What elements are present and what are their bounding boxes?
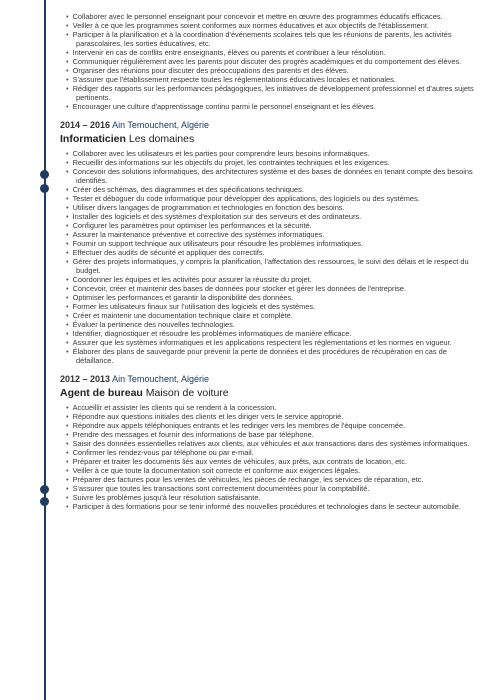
list-item: • Configurer les paramètres pour optimiser les performances et la sécurité. — [60, 221, 478, 230]
list-item: • Confirmer les rendez-vous par téléphone ou par e-mail. — [60, 448, 478, 457]
list-item: • S'assurer que toutes les transactions sont correctement documentées pour la comptabilité. — [60, 484, 478, 493]
list-item: • Utiliser divers langages de programmation et technologies en fonction des besoins. — [60, 203, 478, 212]
list-item: • Effectuer des audits de sécurité et appliquer des correctifs. — [60, 248, 478, 257]
list-item: • Optimiser les performances et garantir la disponibilité des données. — [60, 293, 478, 302]
entry-location: Ain Temouchent, Algérie — [112, 374, 209, 384]
entry-dates: 2012 – 2013 — [60, 374, 111, 384]
list-item: • Préparer des factures pour les ventes de véhicules, les pièces de rechange, les services de réparation, etc. — [60, 475, 478, 484]
list-item: • Collaborer avec le personnel enseignant pour concevoir et mettre en œuvre des programmes éducatifs efficaces. — [60, 12, 478, 21]
bullet-list — [60, 12, 478, 111]
list-item: • Créer des schémas, des diagrammes et des spécifications techniques. — [60, 185, 478, 194]
list-item: • Identifier, diagnostiquer et résoudre les problèmes informatiques de manière efficace. — [60, 329, 478, 338]
bullet-list — [60, 149, 478, 365]
timeline-line — [44, 0, 46, 700]
list-item: • S'assurer que l'établissement respecte toutes les réglementations éducatives locales et nationales. — [60, 75, 478, 84]
entry-company: Maison de voiture — [145, 387, 229, 399]
list-item: • Répondre aux questions initiales des clients et les diriger vers le service approprié. — [60, 412, 478, 421]
entry-dates-line — [60, 373, 478, 385]
list-item: • Répondre aux appels téléphoniques entrants et les rediriger vers les membres de l'équipe concernée. — [60, 421, 478, 430]
list-item: • Participer à la planification et à la coordination d'événements scolaires tels que les réunions de parents, les activités parascolaires, les sorties éducatives, etc. — [60, 30, 478, 48]
list-item: • Gérer des projets informatiques, y compris la planification, l'affectation des ressources, le suivi des délais et le respect du budget. — [60, 257, 478, 275]
list-item: • Collaborer avec les utilisateurs et les parties pour comprendre leurs besoins informatiques. — [60, 149, 478, 158]
list-item: • Préparer et traiter les documents liés aux ventes de véhicules, aux prêts, aux contrats de location, etc. — [60, 457, 478, 466]
resume-experience-content — [60, 12, 478, 511]
timeline-dot — [40, 485, 49, 494]
list-item: • Installer des logiciels et des systèmes d'exploitation sur des serveurs et des ordinateurs. — [60, 212, 478, 221]
entry-role: Informaticien — [60, 133, 126, 145]
list-item: • Intervenir en cas de conflits entre enseignants, élèves ou parents et contribuer à leur résolution. — [60, 48, 478, 57]
list-item: • Recueillir des informations sur les objectifs du projet, les contraintes techniques et les exigences. — [60, 158, 478, 167]
list-item: • Veiller à ce que toute la documentation soit correcte et conforme aux exigences légales. — [60, 466, 478, 475]
entry-title — [60, 386, 478, 400]
list-item: • Participer à des formations pour se tenir informé des nouvelles procédures et technologies dans le secteur automobile. — [60, 502, 478, 511]
list-item: • Encourager une culture d'apprentissage continu parmi le personnel enseignant et les élèves. — [60, 102, 478, 111]
list-item: • Élaborer des plans de sauvegarde pour prévenir la perte de données et des procédures de récupération en cas de défaillance. — [60, 347, 478, 365]
timeline-dot — [40, 497, 49, 506]
entry-dates-line — [60, 119, 478, 131]
timeline-dot — [40, 170, 49, 179]
list-item: • Former les utilisateurs finaux sur l'utilisation des logiciels et des systèmes. — [60, 302, 478, 311]
experience-entry — [60, 373, 478, 511]
entry-role: Agent de bureau — [60, 387, 143, 399]
list-item: • Concevoir, créer et maintenir des bases de données pour stocker et gérer les données de l'entreprise. — [60, 284, 478, 293]
list-item: • Rédiger des rapports sur les performances pédagogiques, les initiatives de développement professionnel et d'autres sujets pertinents. — [60, 84, 478, 102]
list-item: • Coordonner les équipes et les activités pour assurer la réussite du projet. — [60, 275, 478, 284]
list-item: • Organiser des réunions pour discuter des préoccupations des parents et des élèves. — [60, 66, 478, 75]
experience-entry — [60, 12, 478, 111]
entry-company: Les domaines — [128, 133, 195, 145]
timeline-dot — [40, 184, 49, 193]
entry-title — [60, 132, 478, 146]
list-item: • Fournir un support technique aux utilisateurs pour résoudre les problèmes informatiques. — [60, 239, 478, 248]
list-item: • Créer et maintenir une documentation technique claire et complète. — [60, 311, 478, 320]
entry-location: Ain Temouchent, Algérie — [112, 120, 209, 130]
list-item: • Saisir des données essentielles relatives aux clients, aux véhicules et aux transactions dans des systèmes informatiques. — [60, 439, 478, 448]
list-item: • Assurer la maintenance préventive et corrective des systèmes informatiques. — [60, 230, 478, 239]
list-item: • Tester et déboguer du code informatique pour développer des applications, des logiciels ou des systèmes. — [60, 194, 478, 203]
list-item: • Veiller à ce que les programmes soient conformes aux normes éducatives et aux objectifs de l'établissement. — [60, 21, 478, 30]
list-item: • Concevoir des solutions informatiques, des architectures système et des bases de données en tenant compte des besoins identifiés. — [60, 167, 478, 185]
list-item: • Communiquer régulièrement avec les parents pour discuter des progrès académiques et du comportement des élèves. — [60, 57, 478, 66]
list-item: • Accueillir et assister les clients qui se rendent à la concession. — [60, 403, 478, 412]
experience-entry — [60, 119, 478, 365]
bullet-list — [60, 403, 478, 511]
list-item: • Suivre les problèmes jusqu'à leur résolution satisfaisante. — [60, 493, 478, 502]
entry-dates: 2014 – 2016 — [60, 120, 111, 130]
list-item: • Assurer que les systèmes informatiques et les applications respectent les réglementations et les normes en vigueur. — [60, 338, 478, 347]
list-item: • Prendre des messages et fournir des informations de base par téléphone. — [60, 430, 478, 439]
list-item: • Évaluer la pertinence des nouvelles technologies. — [60, 320, 478, 329]
